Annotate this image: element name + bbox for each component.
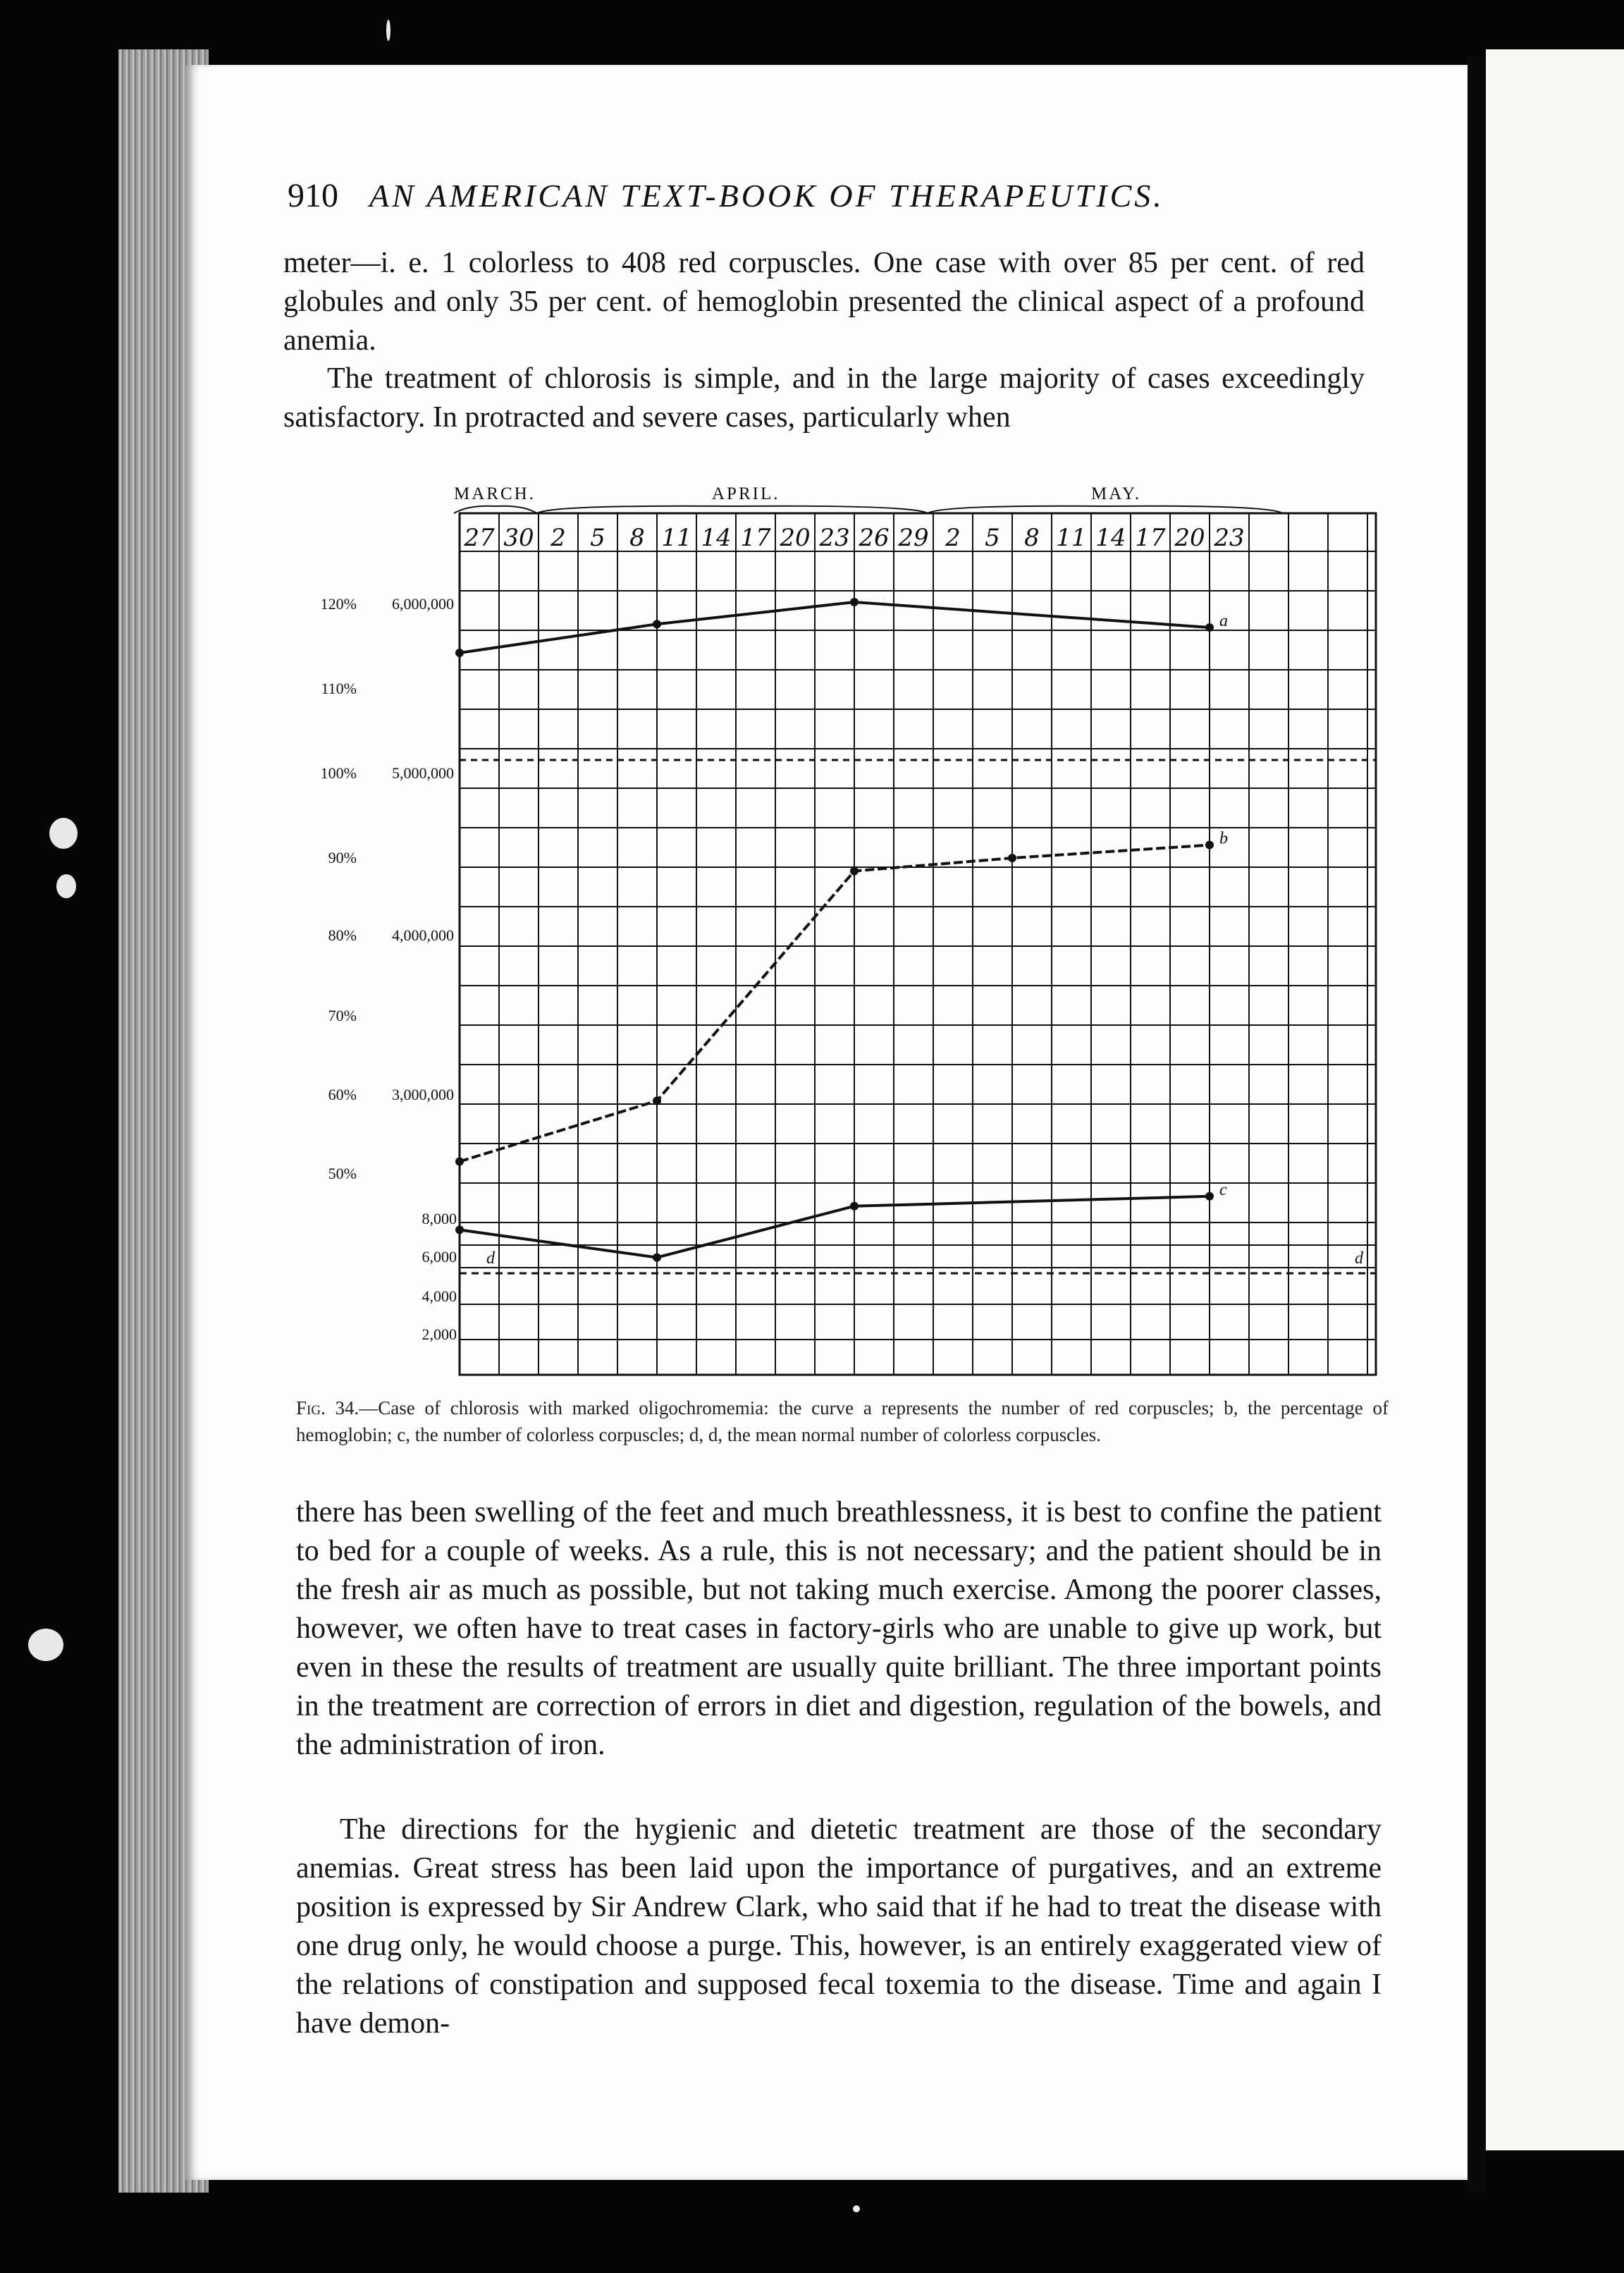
month-label: MARCH. (454, 484, 536, 503)
series-point-c (1205, 1192, 1214, 1201)
y-label-percent: 80% (328, 926, 357, 944)
facing-page (1486, 49, 1624, 2150)
date-label: 23 (1214, 524, 1245, 552)
scan-speck (386, 20, 390, 41)
date-label: 14 (1095, 524, 1126, 552)
body-paragraph: there has been swelling of the feet and much breathlessness, it is best to confine the patient to bed for a couple of weeks. As a rule, this is not necessary; and the patient should be in the fresh air as much as possible, but not taking much exercise. Among the poorer classes, however, we often have to treat cases in factory-girls who are unable to give up work, but even in these the results of treatment are usually quite brilliant. The three important points in the treatment are correction of errors in diet and digestion, regulation of the bowels, and the administration of iron. (296, 1496, 1382, 1761)
date-label: 2 (550, 524, 566, 552)
date-label: 14 (701, 524, 732, 552)
series-point-b (1008, 854, 1016, 862)
series-label-d-start: d (486, 1249, 495, 1268)
body-paragraph: The treatment of chlorosis is simple, and in the large majority of cases exceedingly satisfactory. In protracted and severe cases, particularly when (283, 362, 1365, 434)
scan-speck (853, 2205, 860, 2212)
series-point-a (850, 598, 859, 606)
caption-text: —Case of chlorosis with marked oligochromemia: the curve a represents the number of red corpuscles; b, the percentage of hemoglobin; c, the number of colorless corpuscles; d, d, the mean normal number of colorless corpuscles. (296, 1397, 1389, 1445)
date-label: 29 (898, 524, 929, 552)
series-point-c (455, 1225, 464, 1234)
month-label: MAY. (1091, 484, 1142, 503)
caption-label: Fig. 34. (296, 1397, 359, 1419)
date-label: 20 (1174, 524, 1205, 552)
date-label: 2 (945, 524, 961, 552)
y-label-percent: 100% (320, 764, 357, 782)
series-point-b (850, 866, 859, 875)
scan-speck (28, 1629, 63, 1661)
date-label: 11 (661, 524, 692, 552)
date-label: 20 (780, 524, 811, 552)
running-head (288, 176, 1288, 226)
series-label-b: b (1219, 829, 1228, 848)
series-point-a (653, 620, 661, 628)
series-point-b (455, 1158, 464, 1166)
y-label-count: 5,000,000 (392, 764, 454, 782)
y-label-count: 4,000,000 (392, 926, 454, 944)
series-point-b (1205, 841, 1214, 850)
gutter-shadow (1468, 56, 1486, 2193)
series-point-c (850, 1202, 859, 1211)
date-label: 27 (464, 524, 495, 552)
book-title: AN AMERICAN TEXT-BOOK OF THERAPEUTICS. (369, 178, 1164, 214)
y-label-colorless: 2,000 (422, 1325, 457, 1343)
date-label: 11 (1056, 524, 1087, 552)
y-label-percent: 60% (328, 1086, 357, 1103)
y-label-percent: 50% (328, 1165, 357, 1182)
date-label: 5 (985, 524, 1000, 552)
y-label-count: 3,000,000 (392, 1086, 454, 1103)
date-label: 8 (629, 524, 645, 552)
series-point-c (653, 1254, 661, 1262)
series-point-a (1205, 623, 1214, 632)
y-label-colorless: 4,000 (422, 1287, 457, 1305)
page-number: 910 (288, 177, 338, 214)
y-label-colorless: 8,000 (422, 1210, 457, 1227)
date-label: 17 (1135, 524, 1166, 552)
body-paragraph: meter—i. e. 1 colorless to 408 red corpuscles. One case with over 85 per cent. of red globules and only 35 per cent. of hemoglobin presented the clinical aspect of a profound anemia. (283, 247, 1365, 357)
date-label: 8 (1024, 524, 1040, 552)
y-label-colorless: 6,000 (422, 1248, 457, 1266)
y-label-count: 6,000,000 (392, 595, 454, 613)
date-label: 26 (859, 524, 890, 552)
series-point-b (653, 1096, 661, 1105)
y-label-percent: 110% (321, 680, 357, 697)
body-paragraph: The directions for the hygienic and dietetic treatment are those of the secondary anemias. Great stress has been laid upon the importance of purgatives, and an extreme position is expressed by Sir Andrew Clark, who said that if he had to treat the disease with one drug only, he would choose a purge. This, however, is an entirely exaggerated view of the relations of constipation and supposed fecal toxemia to the disease. Time and again I have demon- (296, 1813, 1382, 2040)
scan-speck (56, 874, 76, 898)
date-label: 17 (740, 524, 771, 552)
y-label-percent: 90% (328, 849, 357, 866)
date-label: 30 (503, 524, 534, 552)
date-label: 23 (819, 524, 850, 552)
series-label-c: c (1219, 1180, 1227, 1199)
y-label-percent: 70% (328, 1007, 357, 1024)
figure-caption (296, 1395, 1389, 1448)
series-label-a: a (1219, 612, 1228, 630)
y-label-percent: 120% (320, 595, 357, 613)
series-label-d: d (1355, 1249, 1363, 1268)
series-point-a (455, 649, 464, 657)
date-label: 5 (590, 524, 605, 552)
month-label: APRIL. (712, 484, 780, 503)
scan-speck (49, 818, 78, 849)
